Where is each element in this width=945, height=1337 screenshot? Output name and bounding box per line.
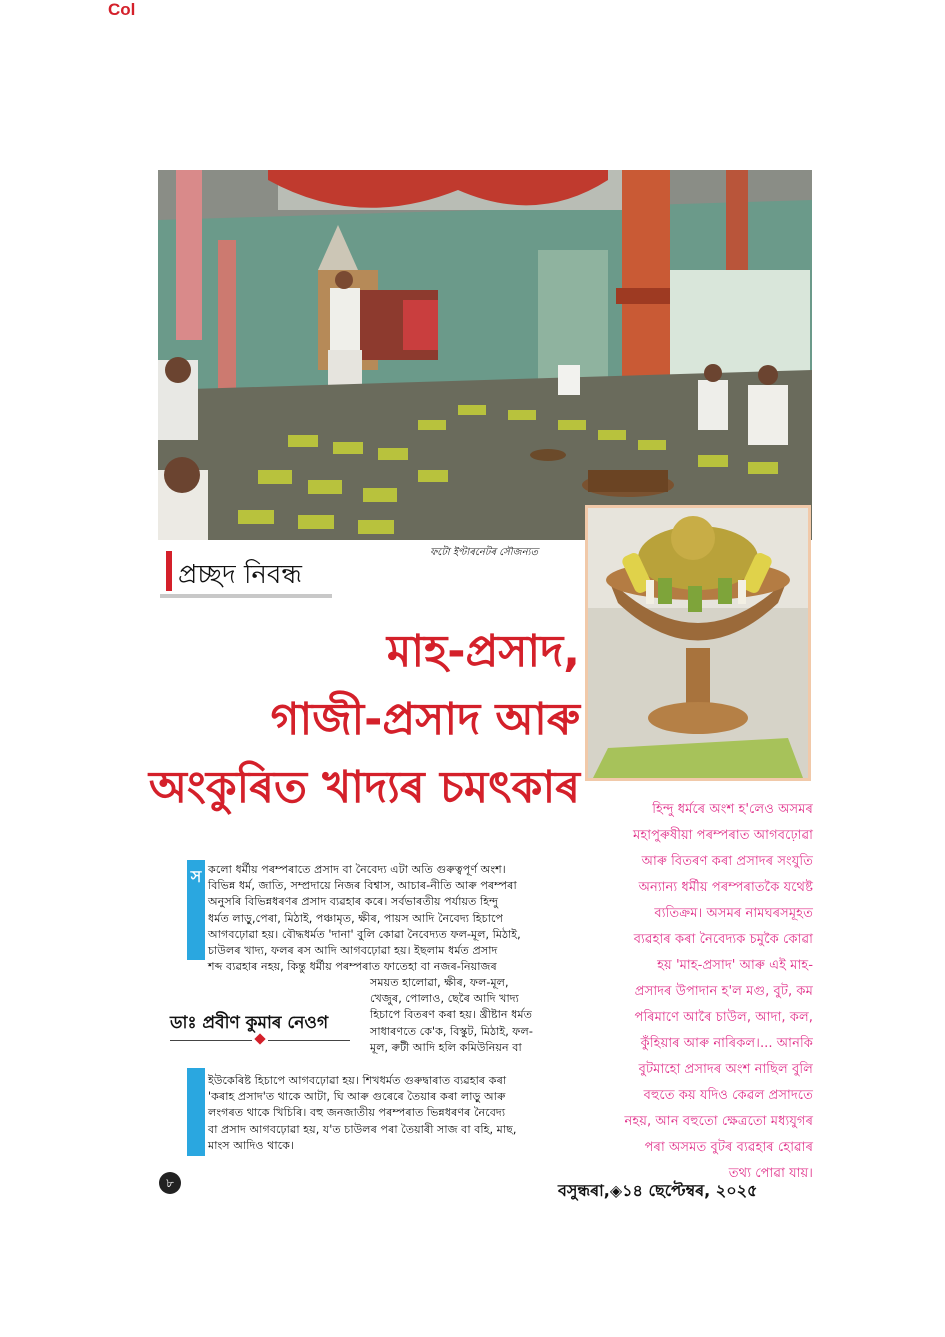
footer-publication-date: বসুন্ধৰা,◈১৪ ছেপ্টেম্বৰ, ২০২৫ — [558, 1181, 758, 1200]
body-text-bottom — [208, 1073, 516, 1154]
pull-quote-line: পৰা অসমত বুটৰ ব্যৱহাৰ হোৱাৰ — [644, 1140, 813, 1155]
body-line: কলো ধৰ্মীয় পৰম্পৰাতে প্ৰসাদ বা নৈবেদ্য এটা অতি গুৰুত্বপূৰ্ণ অংশ। — [208, 863, 506, 876]
body-line: মূল, ৰুটী আদি হলি কমিউনিয়ন বা — [370, 1040, 522, 1054]
pull-quote-line: ব্যৱহাৰ কৰা নৈবেদ্যক চমুকৈ কোৱা — [633, 932, 813, 947]
corner-label: Col — [108, 0, 136, 19]
body-line: মাংস আদিও থাকে। — [208, 1138, 294, 1152]
pull-quote-line: বুটমাহো প্ৰসাদৰ অংশ নাছিল বুলি — [638, 1062, 813, 1077]
body-text-right — [370, 975, 533, 1056]
pull-quote-line: তথ্য পোৱা যায়। — [728, 1166, 813, 1181]
body-line: অনুসৰি বিভিন্নধৰণৰ প্ৰসাদ ব্যৱহাৰ কৰে। সৰ্বভাৰতীয় পৰ্যায়ত হিন্দু — [208, 895, 499, 909]
body-line: ধৰ্মত লাড়ু,পেৰা, মিঠাই, পঞ্চামৃত, ক্ষীৰ, পায়স আদি নৈবেদ্য হিচাপে — [208, 911, 504, 925]
pull-quote-line: মহাপুৰুষীয়া পৰম্পৰাত আগবঢ়োৱা — [633, 828, 813, 843]
pull-quote-line: হয় 'মাহ-প্ৰসাদ' আৰু এই মাহ- — [657, 958, 813, 973]
headline-line-1: মাহ-প্ৰসাদ, — [386, 626, 580, 677]
page-number: ৮ — [159, 1172, 181, 1194]
author-rule-left — [170, 1040, 252, 1041]
pull-quote-line: ব্যতিক্ৰম। অসমৰ নামঘৰসমূহত — [654, 906, 813, 921]
body-line: খেজুৰ, পোলাও, ছেৰৈ আদি খাদ্য — [370, 992, 519, 1006]
body-accent-bar — [187, 1068, 205, 1156]
pull-quote — [588, 797, 813, 1181]
pull-quote-line: হিন্দু ধৰ্মৰে অংশ হ'লেও অসমৰ — [652, 802, 813, 817]
photo-credit: ফটো ইণ্টাৰনেটৰ সৌজন্যত — [430, 547, 538, 558]
body-line: 'কৰাহ প্ৰসাদ'ত থাকে আটা, ঘি আৰু গুৰেৰে তৈয়াৰ কৰা লাড়ু আৰু — [208, 1090, 506, 1104]
body-line: লংগৰত থাকে খিচিৰি। বহু জনজাতীয় পৰম্পৰাত ভিন্নধৰণৰ নৈবেদ্য — [208, 1106, 506, 1120]
pull-quote-line: প্ৰসাদৰ উপাদান হ'ল মগু, বুট, কম — [634, 984, 813, 999]
body-line: ইউকেৰিষ্ট হিচাপে আগবঢ়োৱা হয়। শিখধৰ্মত গুৰুদ্বাৰাত ব্যৱহাৰ কৰা — [208, 1074, 507, 1087]
pull-quote-line: বহুতে কয় যদিও কেৱল প্ৰসাদতে — [643, 1088, 813, 1103]
body-line: হিচাপে বিতৰণ কৰা হয়। খ্ৰীষ্টান ধৰ্মত — [370, 1008, 532, 1022]
author-rule-right — [268, 1040, 350, 1041]
body-line: শব্দ ব্যৱহাৰ নহয়, কিন্তু ধৰ্মীয় পৰম্পৰাত ফাতেহা বা নজৰ-নিয়াজৰ — [208, 960, 497, 974]
body-line: বা প্ৰসাদ আগবঢ়োৱা হয়, য'ত চাউলৰ পৰা তৈয়াৰী সাজ বা বহি, মাছ, — [208, 1122, 517, 1136]
section-label — [160, 548, 332, 598]
pull-quote-line: পৰিমাণে আৰৈ চাউল, আদা, কল, — [634, 1010, 813, 1025]
body-line: সময়ত হালোৱা, ক্ষীৰ, ফল-মূল, — [370, 976, 509, 989]
section-label-underline — [160, 594, 332, 598]
main-photo — [158, 170, 812, 540]
body-line: চাউলৰ খাদ্য, ফলৰ ৰস আদি আগবঢ়োৱা হয়। ইছলাম ধৰ্মত প্ৰসাদ — [208, 944, 498, 958]
body-line: সাধাৰণতে কে'ক, বিস্কুট, মিঠাই, ফল- — [370, 1024, 533, 1038]
body-line: আগবঢ়োৱা হয়। বৌদ্ধধৰ্মত 'দানা' বুলি কোৱা নৈবেদ্যত ফল-মূল, মিঠাই, — [208, 927, 521, 941]
pull-quote-line: আৰু বিতৰণ কৰা প্ৰসাদৰ সংযুতি — [641, 854, 813, 869]
headline-line-2: গাজী-প্ৰসাদ আৰু — [270, 694, 580, 745]
pull-quote-line: কুঁহিয়াৰ আৰু নাৰিকল।... আনকি — [640, 1036, 813, 1051]
headline-line-3: অংকুৰিত খাদ্যৰ চমৎকাৰ — [148, 762, 580, 813]
body-line: বিভিন্ন ধৰ্ম, জাতি, সম্প্ৰদায়ে নিজৰ বিশ্বাস, আচাৰ-নীতি আৰু পৰম্পৰা — [208, 879, 517, 893]
body-text-top — [208, 862, 521, 975]
pull-quote-line: নহয়, আন বহুতো ক্ষেত্ৰতো মধ্যযুগৰ — [624, 1114, 813, 1129]
pull-quote-line: অন্যান্য ধৰ্মীয় পৰম্পৰাতকৈ যথেষ্ট — [638, 880, 813, 895]
section-label-text: প্ৰচ্ছদ নিবন্ধ — [178, 560, 302, 590]
section-label-accent-bar — [166, 551, 172, 591]
dropcap-letter: স — [190, 867, 202, 886]
inset-photo-prasad-bowl — [585, 505, 811, 781]
author-name: ডাঃ প্ৰবীণ কুমাৰ নেওগ — [170, 1013, 329, 1033]
